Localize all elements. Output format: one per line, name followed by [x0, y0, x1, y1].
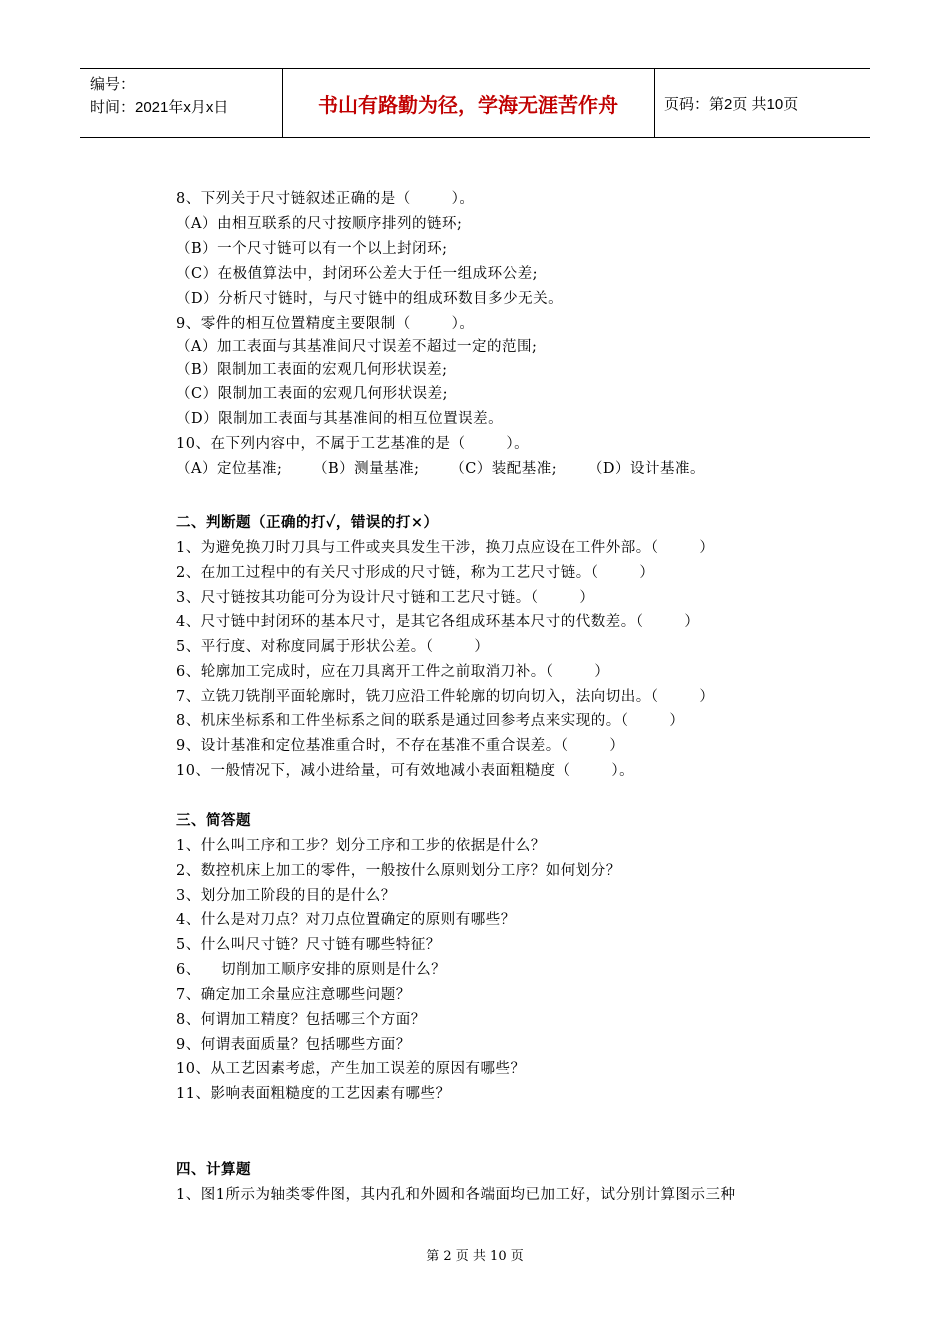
- page-header: [80, 68, 870, 138]
- judgement-item: 4、尺寸链中封闭环的基本尺寸，是其它各组成环基本尺寸的代数差。（ ）: [176, 614, 700, 630]
- short-answer-item: 9、何谓表面质量？包括哪些方面？: [176, 1037, 411, 1053]
- header-motto: 书山有路勤为径，学海无涯苦作舟: [318, 92, 618, 117]
- judgement-item: 9、设计基准和定位基准重合时，不存在基准不重合误差。（ ）: [176, 738, 625, 754]
- judgement-item: 1、为避免换刀时刀具与工件或夹具发生干涉，换刀点应设在工件外部。（ ）: [176, 540, 715, 556]
- header-divider: [282, 69, 283, 137]
- short-answer-item: 10、从工艺因素考虑，产生加工误差的原因有哪些？: [176, 1061, 526, 1077]
- short-answer-item: 8、何谓加工精度？包括哪三个方面？: [176, 1012, 426, 1028]
- section-heading: 三、简答题: [176, 812, 251, 829]
- short-answer-item: 1、什么叫工序和工步？划分工序和工步的依据是什么？: [176, 838, 546, 854]
- short-answer-item: 2、数控机床上加工的零件，一般按什么原则划分工序？如何划分？: [176, 863, 621, 879]
- time-label: 时间：2021年x月x日: [90, 99, 229, 116]
- judgement-item: 3、尺寸链按其功能可分为设计尺寸链和工艺尺寸链。（ ）: [176, 590, 595, 606]
- option-line: （A）由相互联系的尺寸按顺序排列的链环;: [176, 216, 463, 232]
- short-answer-item: 6、 切削加工顺序安排的原则是什么？: [176, 962, 447, 978]
- section-heading: 二、判断题（正确的打✓，错误的打×）: [176, 514, 439, 531]
- short-answer-item: 4、什么是对刀点？对刀点位置确定的原则有哪些？: [176, 912, 516, 928]
- header-divider: [654, 69, 655, 137]
- option-line: （B）一个尺寸链可以有一个以上封闭环;: [176, 241, 448, 257]
- judgement-item: 10、一般情况下，减小进给量，可有效地减小表面粗糙度（ ）。: [176, 763, 635, 779]
- question-9: 9、零件的相互位置精度主要限制（ ）。: [176, 316, 475, 332]
- option-line: （A）加工表面与其基准间尺寸误差不超过一定的范围;: [176, 339, 538, 355]
- option-line: （B）限制加工表面的宏观几何形状误差;: [176, 362, 448, 378]
- question-10: 10、在下列内容中，不属于工艺基准的是（ ）。: [176, 436, 530, 452]
- judgement-item: 7、立铣刀铣削平面轮廓时，铣刀应沿工件轮廓的切向切入，法向切出。（ ）: [176, 689, 715, 705]
- short-answer-item: 11、影响表面粗糙度的工艺因素有哪些？: [176, 1086, 451, 1102]
- option-line: （C）限制加工表面的宏观几何形状误差;: [176, 386, 448, 402]
- calc-item: 1、图1所示为轴类零件图，其内孔和外圆和各端面均已加工好，试分别计算图示三种: [176, 1187, 736, 1203]
- page-footer: 第 2 页 共 10 页: [426, 1249, 524, 1264]
- short-answer-item: 7、确定加工余量应注意哪些问题？: [176, 987, 411, 1003]
- judgement-item: 5、平行度、对称度同属于形状公差。（ ）: [176, 639, 490, 655]
- section-heading: 四、计算题: [176, 1161, 251, 1178]
- judgement-item: 6、轮廓加工完成时，应在刀具离开工件之前取消刀补。（ ）: [176, 664, 610, 680]
- header-left-cell: [90, 73, 280, 119]
- option-line: （A）定位基准; （B）测量基准; （C）装配基准; （D）设计基准。: [176, 461, 705, 477]
- option-line: （C）在极值算法中，封闭环公差大于任一组成环公差;: [176, 266, 538, 282]
- short-answer-item: 5、什么叫尺寸链？尺寸链有哪些特征？: [176, 937, 441, 953]
- option-line: （D）分析尺寸链时，与尺寸链中的组成环数目多少无关。: [176, 291, 564, 307]
- page-code: 页码：第2页 共10页: [664, 95, 799, 113]
- option-line: （D）限制加工表面与其基准间的相互位置误差。: [176, 411, 504, 427]
- short-answer-item: 3、划分加工阶段的目的是什么？: [176, 888, 396, 904]
- judgement-item: 8、机床坐标系和工件坐标系之间的联系是通过回参考点来实现的。（ ）: [176, 713, 685, 729]
- judgement-item: 2、在加工过程中的有关尺寸形成的尺寸链，称为工艺尺寸链。（ ）: [176, 565, 655, 581]
- question-8: 8、下列关于尺寸链叙述正确的是（ ）。: [176, 191, 475, 207]
- number-label: 编号：: [90, 76, 136, 93]
